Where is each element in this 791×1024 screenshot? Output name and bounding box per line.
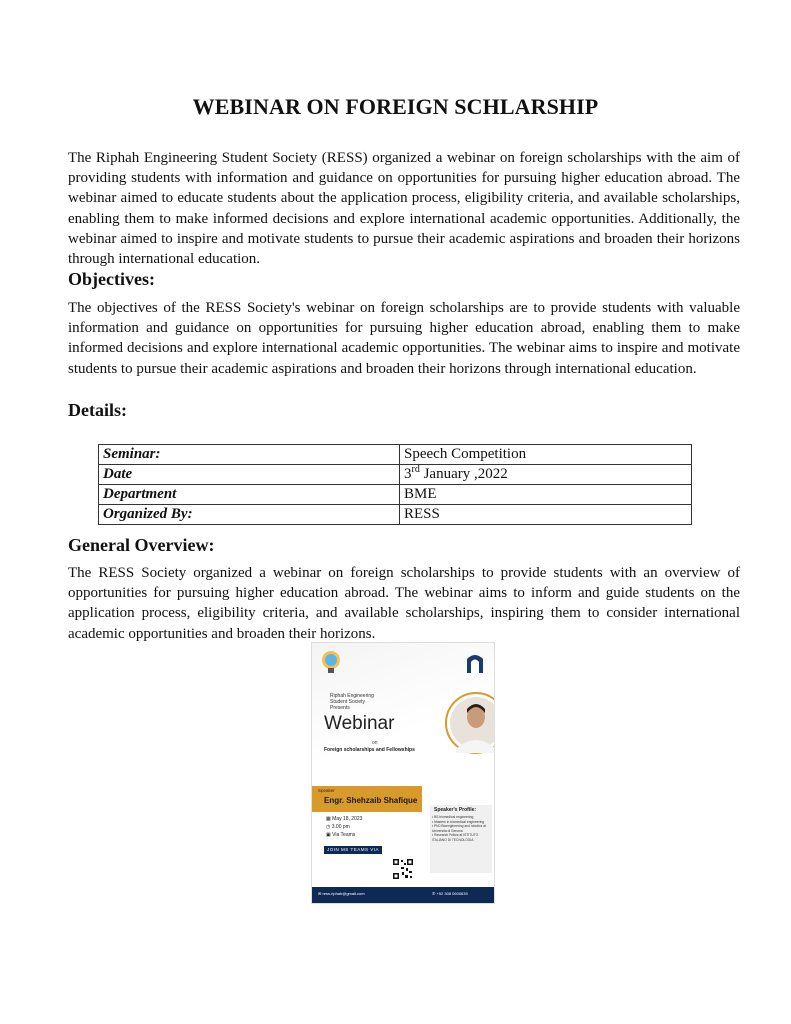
- event-date: [326, 815, 362, 823]
- poster-headline: Webinar: [324, 713, 395, 734]
- table-row: [99, 485, 692, 505]
- calendar-icon: ▦: [326, 816, 333, 822]
- time-text: 3.00 pm: [331, 824, 350, 830]
- clock-icon: ◷: [326, 824, 332, 830]
- poster-on: on: [372, 740, 378, 746]
- list-item: • BS biomedical engineering: [432, 815, 474, 819]
- profile-item-text: BS biomedical engineering: [434, 815, 474, 819]
- details-table: [98, 444, 692, 525]
- details-value: BME: [400, 485, 692, 505]
- objectives-paragraph: The objectives of the RESS Society's webinar on foreign scholarships are to provide students with valuable information and guidance on opportunities for pursuing higher education abroad, enabling them to make informed decisions and explore international academic opportunities. The webinar aims to inspire and motivate students to pursue their academic aspirations and broaden their horizons through international education.: [68, 300, 740, 377]
- details-value: Speech Competition: [400, 445, 692, 465]
- table-row: [99, 445, 692, 465]
- webinar-poster: [312, 643, 494, 903]
- date-text: May 18, 2023: [332, 816, 363, 822]
- poster-presenter: [330, 693, 400, 711]
- list-item: • PhD Bioengineering and robotics at Università di Genova: [432, 824, 486, 833]
- event-venue: [326, 831, 362, 839]
- details-heading: Details:: [68, 400, 127, 420]
- profile-list: [432, 815, 492, 843]
- table-row: [99, 505, 692, 525]
- profile-item-text: Research Fellow at ISTITUTO ITALIANO DI TECNOLOGIA: [432, 833, 479, 842]
- teams-icon: ▣: [326, 832, 333, 838]
- details-key: Date: [99, 465, 400, 485]
- speaker-label: Speaker: [318, 788, 335, 793]
- poster-email: [318, 891, 365, 896]
- details-value: [400, 465, 692, 485]
- overview-heading: General Overview:: [68, 535, 215, 555]
- speaker-name: Engr. Shehzaib Shafique: [324, 796, 418, 805]
- details-value: RESS: [400, 505, 692, 525]
- venue-text: Via Teams: [332, 832, 356, 838]
- details-key: Organized By:: [99, 505, 400, 525]
- table-row: [99, 465, 692, 485]
- speaker-photo: [442, 683, 494, 763]
- event-info: [326, 815, 362, 839]
- poster-phone: [432, 891, 468, 896]
- objectives-heading: Objectives:: [68, 269, 155, 289]
- presenter-line: Presents: [330, 705, 350, 711]
- date-rest: January ,2022: [419, 466, 508, 482]
- event-time: [326, 823, 362, 831]
- email-text: ress.riphah@gmail.com: [322, 891, 365, 896]
- date-day: 3: [404, 466, 412, 482]
- phone-icon: ✆: [432, 891, 437, 896]
- join-teams-banner: JOIN MS TEAMS VIA: [324, 846, 382, 854]
- presenter-line: Riphah Engineering: [330, 693, 374, 699]
- list-item: • Research Fellow at ISTITUTO ITALIANO DI TECNOLOGIA: [432, 833, 479, 842]
- document-title: WEBINAR ON FOREIGN SCHLARSHIP: [192, 94, 599, 119]
- phone-text: +92 308 0600639: [436, 891, 468, 896]
- list-item: • Masters in biomedical engineering: [432, 819, 485, 824]
- lightbulb-logo-icon: [318, 649, 344, 675]
- qr-code-icon: [392, 858, 414, 880]
- details-key: Seminar:: [99, 445, 400, 465]
- details-key: Department: [99, 485, 400, 505]
- mail-icon: ✉: [318, 891, 323, 896]
- date-suffix: rd: [411, 464, 420, 475]
- profile-title: Speaker's Profile:: [434, 807, 477, 813]
- profile-item-text: PhD Bioengineering and robotics at Università di Genova: [432, 824, 486, 833]
- presenter-line: Student Society: [330, 699, 366, 705]
- poster-subheadline: Foreign scholarships and Fellowships: [324, 747, 415, 753]
- intro-paragraph: The Riphah Engineering Student Society (RESS) organized a webinar on foreign scholarships with the aim of providing students with information and guidance on opportunities for pursuing higher education abroad. The webinar aimed to educate students about the application process, eligibility criteria, and available scholarships, enabling them to make informed decisions and explore international academic opportunities. Additionally, the webinar aimed to inspire and motivate students to pursue their academic aspirations and broaden their horizons through international education.: [68, 150, 740, 268]
- university-crest-icon: [464, 651, 486, 675]
- overview-paragraph: The RESS Society organized a webinar on foreign scholarships to provide students with an overview of opportunities for pursuing higher education abroad. The webinar aims to inform and guide students on the application process, eligibility criteria, and available scholarships, inspiring them to consider international academic opportunities and broaden their horizons.: [68, 565, 740, 642]
- profile-item-text: Masters in biomedical engineering: [434, 819, 485, 824]
